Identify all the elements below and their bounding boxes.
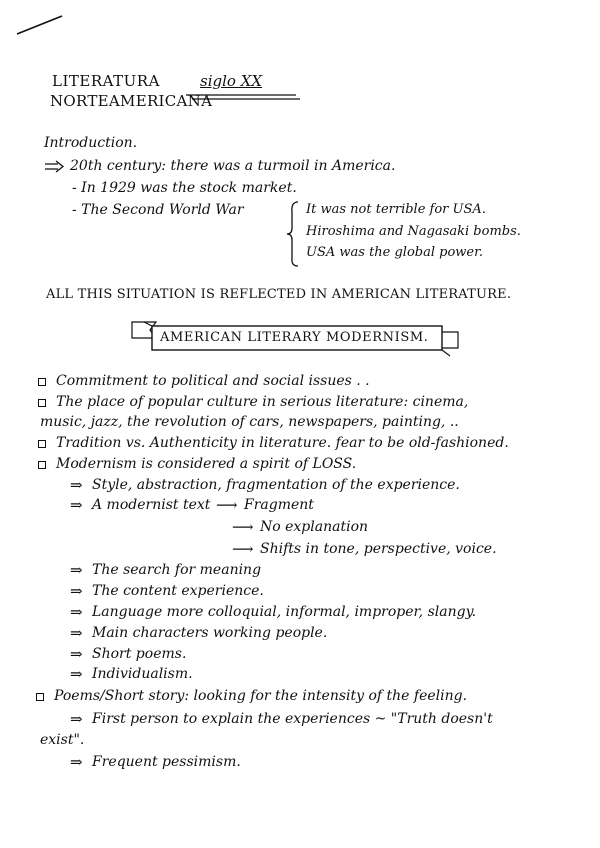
intro-sub-1: - In 1929 was the stock market. [72, 180, 297, 196]
item-language: Language more colloquial, informal, improper, slangy. [92, 604, 477, 620]
item-individualism: Individualism. [92, 666, 193, 682]
corner-pen-mark [14, 10, 74, 40]
intro-heading: Introduction. [44, 135, 138, 151]
item-shifts: Shifts in tone, perspective, voice. [260, 541, 497, 557]
item-content: The content experience. [92, 583, 264, 599]
item-pessimism: Frequent pessimism. [92, 754, 241, 770]
arrow-icon: ⇒ [70, 496, 83, 514]
checkbox-icon [38, 399, 46, 407]
item-fragment: Fragment [244, 497, 314, 513]
intro-point: 20th century: there was a turmoil in America. [70, 158, 396, 174]
curly-brace [286, 200, 302, 268]
title-line-1: LITERATURA [52, 72, 160, 90]
statement-heading: ALL THIS SITUATION IS REFLECTED IN AMERICAN LITERATURE. [46, 287, 512, 302]
arrow-icon: ⇒ [70, 561, 83, 579]
item-exist: exist". [40, 732, 85, 748]
brace-item-1: It was not terrible for USA. [306, 202, 486, 217]
arrow-icon: ⇒ [70, 710, 83, 728]
item-short-poems: Short poems. [92, 646, 187, 662]
arrow-icon: ⇒ [70, 753, 83, 771]
item-modernist-text: A modernist text [92, 497, 211, 513]
long-arrow-icon: ⟶ [216, 496, 238, 514]
arrow-icon: ⇒ [70, 665, 83, 683]
brace-item-3: USA was the global power. [306, 245, 484, 260]
item-search: The search for meaning [92, 562, 262, 578]
intro-sub-2: - The Second World War [72, 202, 244, 218]
long-arrow-icon: ⟶ [232, 540, 254, 558]
arrow-icon: ⇒ [70, 603, 83, 621]
title-underline [184, 92, 304, 102]
title-line-2: NORTEAMERICANA [50, 92, 213, 110]
long-arrow-icon: ⟶ [232, 518, 254, 536]
arrow-icon: ⇒ [70, 476, 83, 494]
item-style: Style, abstraction, fragmentation of the experience. [92, 477, 460, 493]
title-century: siglo XX [200, 72, 263, 90]
checkbox-icon [38, 378, 46, 386]
item-modernism: Modernism is considered a spirit of LOSS. [56, 456, 357, 472]
item-commitment: Commitment to political and social issues . . [56, 373, 370, 389]
item-characters: Main characters working people. [92, 625, 328, 641]
arrow-icon: ⇒ [70, 624, 83, 642]
item-popular: The place of popular culture in serious literature: cinema, [56, 394, 469, 410]
item-tradition: Tradition vs. Authenticity in literature. fear to be old-fashioned. [56, 435, 509, 451]
item-no-explanation: No explanation [260, 519, 369, 535]
brace-item-2: Hiroshima and Nagasaki bombs. [306, 224, 521, 239]
item-poems-story: Poems/Short story: looking for the intensity of the feeling. [54, 688, 468, 704]
checkbox-icon [38, 440, 46, 448]
arrow-icon: ⇒ [70, 645, 83, 663]
arrow-icon [44, 160, 66, 174]
item-first-person: First person to explain the experiences ~ "Truth doesn't [92, 711, 493, 727]
banner-title: AMERICAN LITERARY MODERNISM. [160, 330, 429, 345]
checkbox-icon [38, 461, 46, 469]
item-popular-cont: music, jazz, the revolution of cars, newspapers, painting, .. [40, 414, 459, 430]
checkbox-icon [36, 693, 44, 701]
arrow-icon: ⇒ [70, 582, 83, 600]
